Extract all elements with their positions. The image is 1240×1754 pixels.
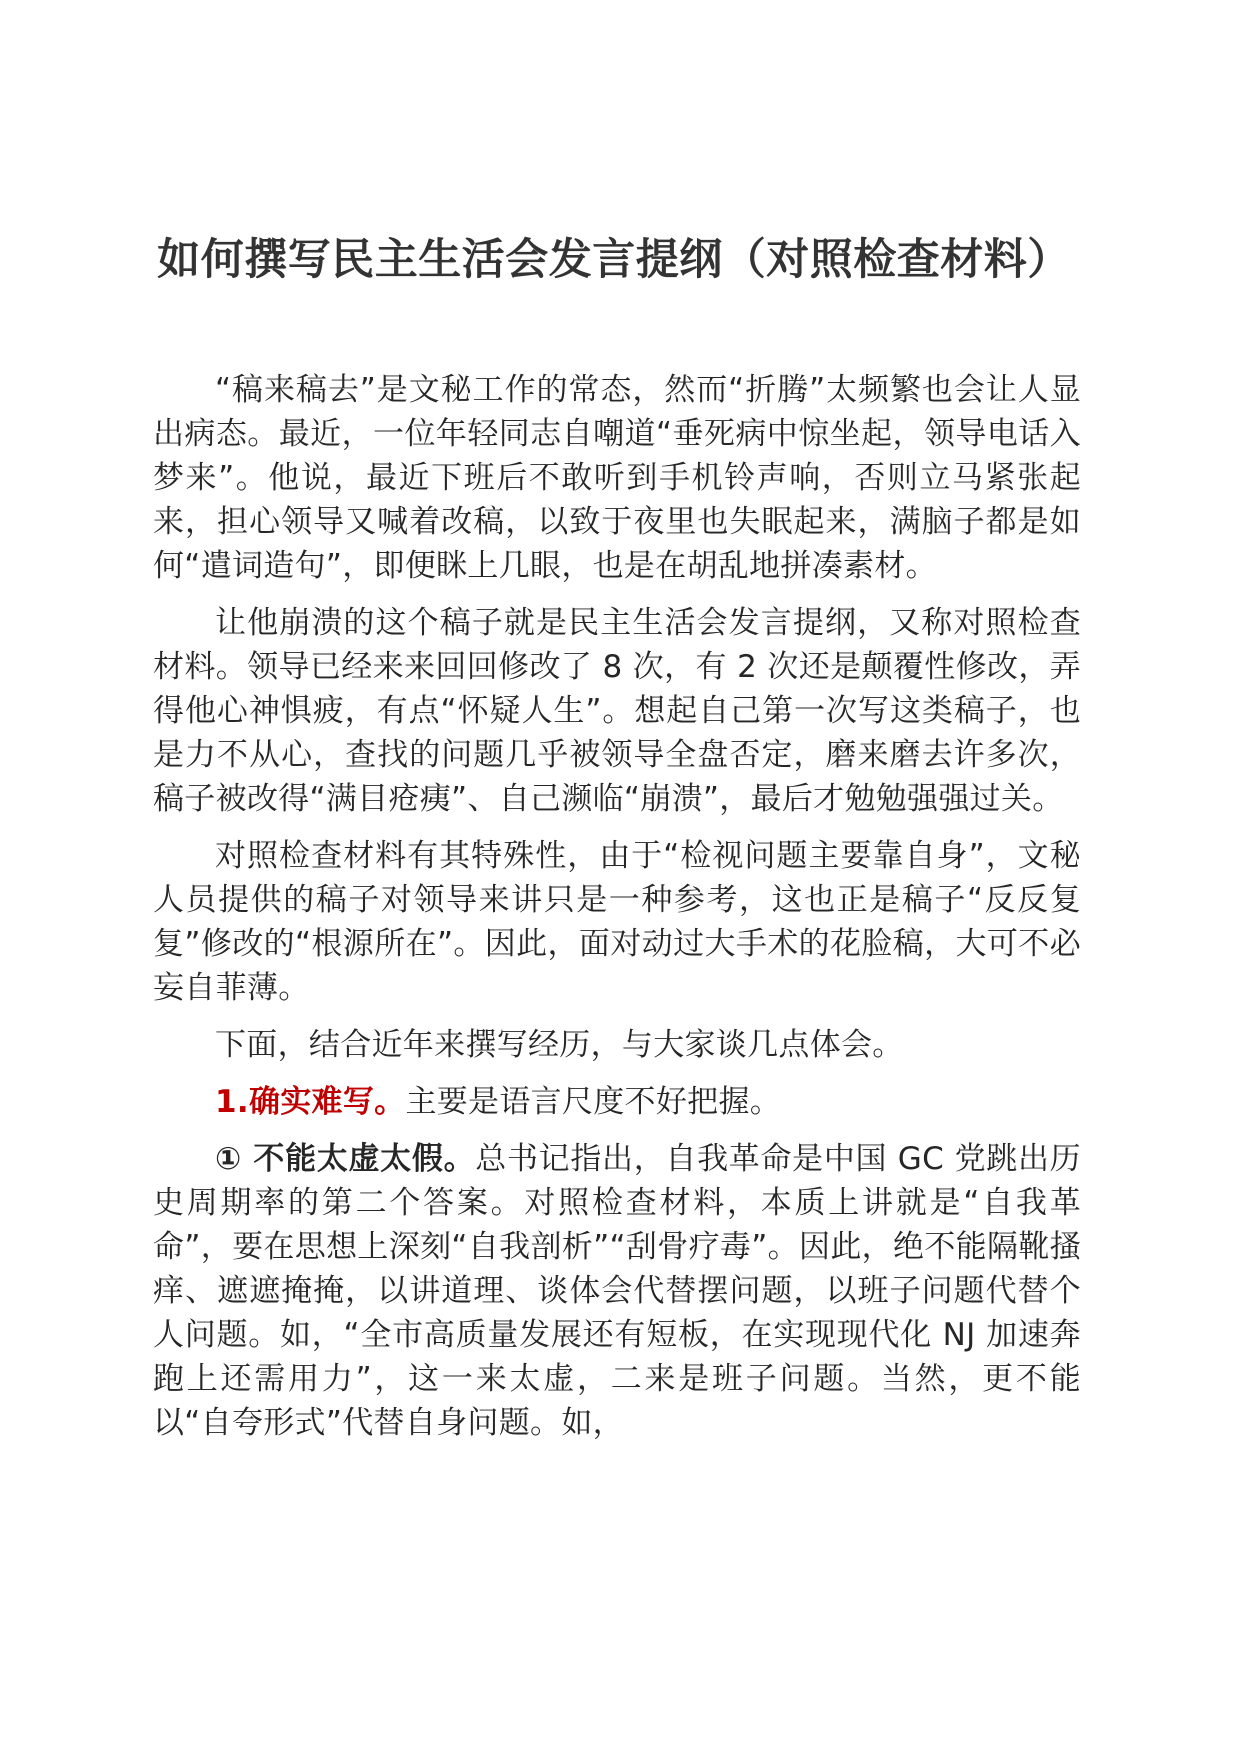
point-1-text: 总书记指出，自我革命是中国 GC 党跳出历史周期率的第二个答案。对照检查材料，本质上讲就是“自我革命”，要在思想上深刻“自我剖析”“刮骨疗毒”。因此，绝不能隔靴搔痒、遮遮掩掩，以讲道理、谈体会代替摆问题，以班子问题代替个人问题。如，“全市高质量发展还有短板，在实现现代化 NJ 加速奔跑上还需用力”，这一来太虚，二来是班子问题。当然，更不能以“自夸形式”代替自身问题。如， [153, 1141, 1081, 1441]
paragraph-transition: 下面，结合近年来撰写经历，与大家谈几点体会。 [215, 1027, 904, 1063]
paragraph-particularity: 对照检查材料有其特殊性，由于“检视问题主要靠自身”，文秘人员提供的稿子对领导来讲只是一种参考，这也正是稿子“反反复复”修改的“根源所在”。因此，面对动过大手术的花脸稿，大可不必妄自菲薄。 [153, 838, 1081, 1006]
point-1-heading: ① 不能太虚太假。 [215, 1141, 476, 1177]
section-1-text: 主要是语言尺度不好把握。 [405, 1084, 782, 1120]
point-1 [153, 1137, 1081, 1445]
page-title: 如何撰写民主生活会发言提纲（对照检查材料） [157, 235, 1071, 285]
document-body [153, 368, 1081, 1458]
section-1 [153, 1080, 1081, 1124]
section-1-heading: 1.确实难写。 [215, 1084, 406, 1120]
paragraph-background: 让他崩溃的这个稿子就是民主生活会发言提纲，又称对照检查材料。领导已经来来回回修改了 8 次，有 2 次还是颠覆性修改，弄得他心神惧疲，有点“怀疑人生”。想起自己第一次写这类稿子，也是力不从心，查找的问题几乎被领导全盘否定，磨来磨去许多次，稿子被改得“满目疮痍”、自己濒临“崩溃”，最后才勉勉强强过关。 [153, 605, 1081, 817]
paragraph-intro: “稿来稿去”是文秘工作的常态，然而“折腾”太频繁也会让人显出病态。最近，一位年轻同志自嘲道“垂死病中惊坐起，领导电话入梦来”。他说，最近下班后不敢听到手机铃声响，否则立马紧张起来，担心领导又喊着改稿，以致于夜里也失眠起来，满脑子都是如何“遣词造句”，即便眯上几眼，也是在胡乱地拼凑素材。 [153, 372, 1081, 584]
